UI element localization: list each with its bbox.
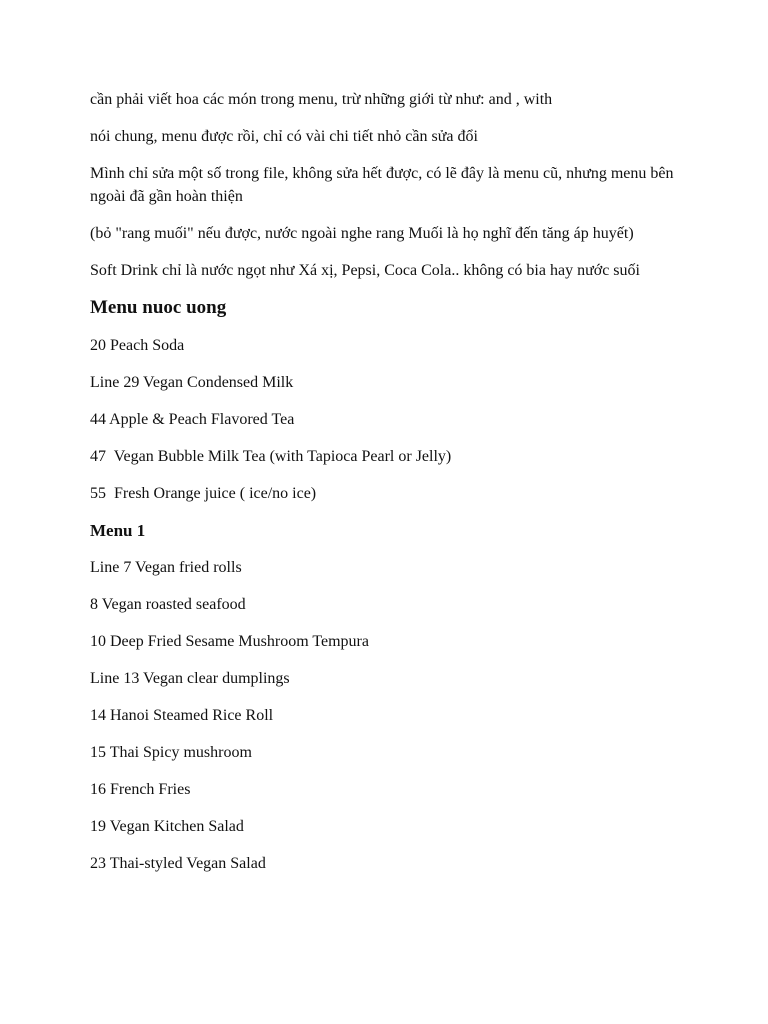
menu-1-item: 16 French Fries <box>90 781 191 798</box>
menu-1-item: 23 Thai-styled Vegan Salad <box>90 855 266 872</box>
menu-1-item: Line 13 Vegan clear dumplings <box>90 670 290 687</box>
drinks-menu-item: 47 Vegan Bubble Milk Tea (with Tapioca Pearl or Jelly) <box>90 448 452 465</box>
document-page <box>90 88 690 889</box>
drinks-menu-item: Line 29 Vegan Condensed Milk <box>90 374 294 391</box>
note-salt-roast: (bỏ "rang muối" nếu được, nước ngoài nghe rang Muối là họ nghĩ đến tăng áp huyết) <box>90 225 634 242</box>
menu-1-title: Menu 1 <box>90 521 146 540</box>
menu-1-item: 14 Hanoi Steamed Rice Roll <box>90 707 274 724</box>
menu-1-item: 10 Deep Fried Sesame Mushroom Tempura <box>90 633 369 650</box>
drinks-menu-item: 44 Apple & Peach Flavored Tea <box>90 411 295 428</box>
drinks-menu-title: Menu nuoc uong <box>90 297 227 318</box>
note-soft-drink: Soft Drink chỉ là nước ngọt như Xá xị, Pepsi, Coca Cola.. không có bia hay nước suối <box>90 262 640 279</box>
menu-1-item: 8 Vegan roasted seafood <box>90 596 246 613</box>
menu-1-item: 19 Vegan Kitchen Salad <box>90 818 244 835</box>
note-partial-edit: Mình chỉ sửa một số trong file, không sửa hết được, có lẽ đây là menu cũ, nhưng menu bên ngoài đã gần hoàn thiện <box>90 165 674 205</box>
menu-1-item: 15 Thai Spicy mushroom <box>90 744 252 761</box>
menu-1-item: Line 7 Vegan fried rolls <box>90 559 242 576</box>
note-general: nói chung, menu được rồi, chỉ có vài chi tiết nhỏ cần sửa đổi <box>90 128 478 145</box>
drinks-menu-item: 20 Peach Soda <box>90 337 185 354</box>
note-capitalization: cần phải viết hoa các món trong menu, trừ những giới từ như: and , with <box>90 91 553 108</box>
drinks-menu-item: 55 Fresh Orange juice ( ice/no ice) <box>90 485 317 502</box>
